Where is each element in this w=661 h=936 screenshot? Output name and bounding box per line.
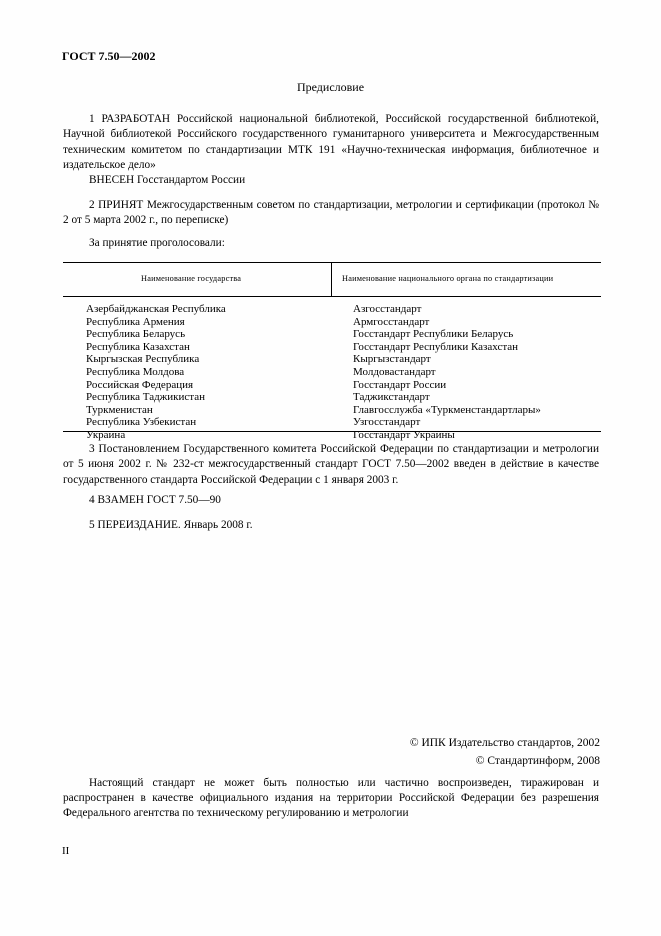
paragraph-3 xyxy=(63,442,599,488)
table-cell-state: Республика Молдова xyxy=(86,365,185,378)
table-cell-state: Республика Таджикистан xyxy=(86,391,205,404)
table-cell-body: Узгосстандарт xyxy=(353,416,421,429)
paragraph-vnesen xyxy=(63,173,599,188)
states-column xyxy=(86,303,226,442)
table-cell-state: Республика Беларусь xyxy=(86,328,186,341)
table-header-state: Наименование государства xyxy=(141,274,242,283)
table-cell-body: Таджикстандарт xyxy=(353,391,430,404)
copyright-standartinform: © Стандартинформ, 2008 xyxy=(475,755,600,767)
paragraph-3-text: 3 Постановлением Государственного комитета Российской Федерации по стандартизации и метрологии от 5 июня 2002 г. № 232-ст межгосударственный стандарт ГОСТ 7.50—2002 введен в действие в качестве государственного стандарта Российской Федерации с 1 января 2003 г. xyxy=(63,443,599,486)
paragraph-vnesen-text: ВНЕСЕН Госстандартом России xyxy=(89,174,246,186)
table-cell-state: Республика Казахстан xyxy=(86,340,190,353)
table-cell-body: Армгосстандарт xyxy=(353,315,430,328)
paragraph-5 xyxy=(63,518,599,533)
table-cell-body: Главгосслужба «Туркменстандартлары» xyxy=(353,403,541,416)
table-cell-state: Кыргызская Республика xyxy=(86,353,200,366)
table-cell-body: Молдовастандарт xyxy=(353,365,436,378)
table-cell-state: Азербайджанская Республика xyxy=(86,303,226,315)
table-header xyxy=(63,263,601,297)
table-cell-state: Республика Узбекистан xyxy=(86,416,197,429)
paragraph-5-text: 5 ПЕРЕИЗДАНИЕ. Январь 2008 г. xyxy=(89,519,253,531)
voting-table xyxy=(63,262,601,441)
table-header-body: Наименование национального органа по стандартизации xyxy=(342,274,554,283)
table-divider xyxy=(331,263,332,296)
bodies-column xyxy=(353,303,541,442)
table-cell-body: Госстандарт Украины xyxy=(353,428,455,441)
page-title: Предисловие xyxy=(296,80,365,94)
document-code: ГОСТ 7.50—2002 xyxy=(62,49,156,63)
paragraph-4-text: 4 ВЗАМЕН ГОСТ 7.50—90 xyxy=(89,494,221,506)
paragraph-vote xyxy=(63,236,599,251)
table-cell-state: Украина xyxy=(86,428,126,441)
table-cell-state: Российская Федерация xyxy=(86,378,194,391)
paragraph-2 xyxy=(63,198,599,229)
table-cell-state: Республика Армения xyxy=(86,315,185,328)
table-cell-body: Госстандарт России xyxy=(353,378,447,391)
paragraph-1-text: 1 РАЗРАБОТАН Российской национальной библиотекой, Российской государственной библиотекой, Научной библиотекой Российского государственного гуманитарного университета и Межгосударственным техническим комитетом по стандартизации МТК 191 «Научно-техническая информация, библиотечное и издательское дело» xyxy=(63,113,599,172)
table-cell-body: Госстандарт Республики Беларусь xyxy=(353,328,514,341)
paragraph-4 xyxy=(63,493,599,508)
table-cell-body: Азгосстандарт xyxy=(353,303,422,315)
paragraph-vote-text: За принятие проголосовали: xyxy=(89,237,225,249)
paragraph-1 xyxy=(63,112,599,174)
footer-notice xyxy=(63,776,599,821)
table-cell-state: Туркменистан xyxy=(86,403,153,416)
table-cell-body: Кыргызстандарт xyxy=(353,353,431,366)
paragraph-2-text: 2 ПРИНЯТ Межгосударственным советом по стандартизации, метрологии и сертификации (протокол № 2 от 5 марта 2002 г., по переписке) xyxy=(63,199,599,227)
page-number: II xyxy=(62,845,70,857)
copyright-ipk: © ИПК Издательство стандартов, 2002 xyxy=(409,737,600,749)
footer-notice-text: Настоящий стандарт не может быть полностью или частично воспроизведен, тиражирован и распространен в качестве официального издания на территории Российской Федерации без разрешения Федерального агентства по техническому регулированию и метрологии xyxy=(63,777,599,819)
table-cell-body: Госстандарт Республики Казахстан xyxy=(353,340,519,353)
